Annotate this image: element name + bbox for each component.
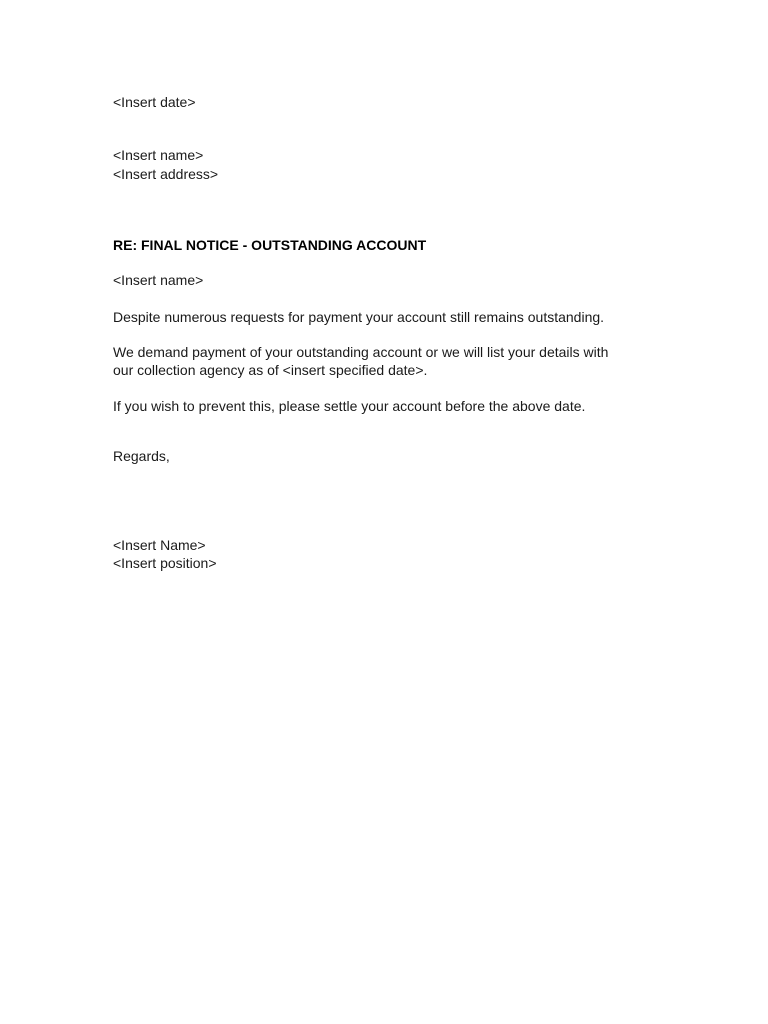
paragraph-2-line-2: our collection agency as of <insert specified date>. [113,362,428,378]
letter-subject: RE: FINAL NOTICE - OUTSTANDING ACCOUNT [113,237,427,253]
recipient-name: <Insert name> [113,147,204,163]
recipient-address: <Insert address> [113,166,219,182]
paragraph-2-line-1: We demand payment of your outstanding account or we will list your details with [113,344,609,360]
letter-salutation: <Insert name> [113,272,204,288]
letter-closing: Regards, [113,448,170,464]
paragraph-1-line-1: Despite numerous requests for payment your account still remains outstanding. [113,309,605,325]
letter-date: <Insert date> [113,94,196,110]
signature-position: <Insert position> [113,555,217,571]
signature-name: <Insert Name> [113,537,206,553]
paragraph-3-line-1: If you wish to prevent this, please settle your account before the above date. [113,398,586,414]
